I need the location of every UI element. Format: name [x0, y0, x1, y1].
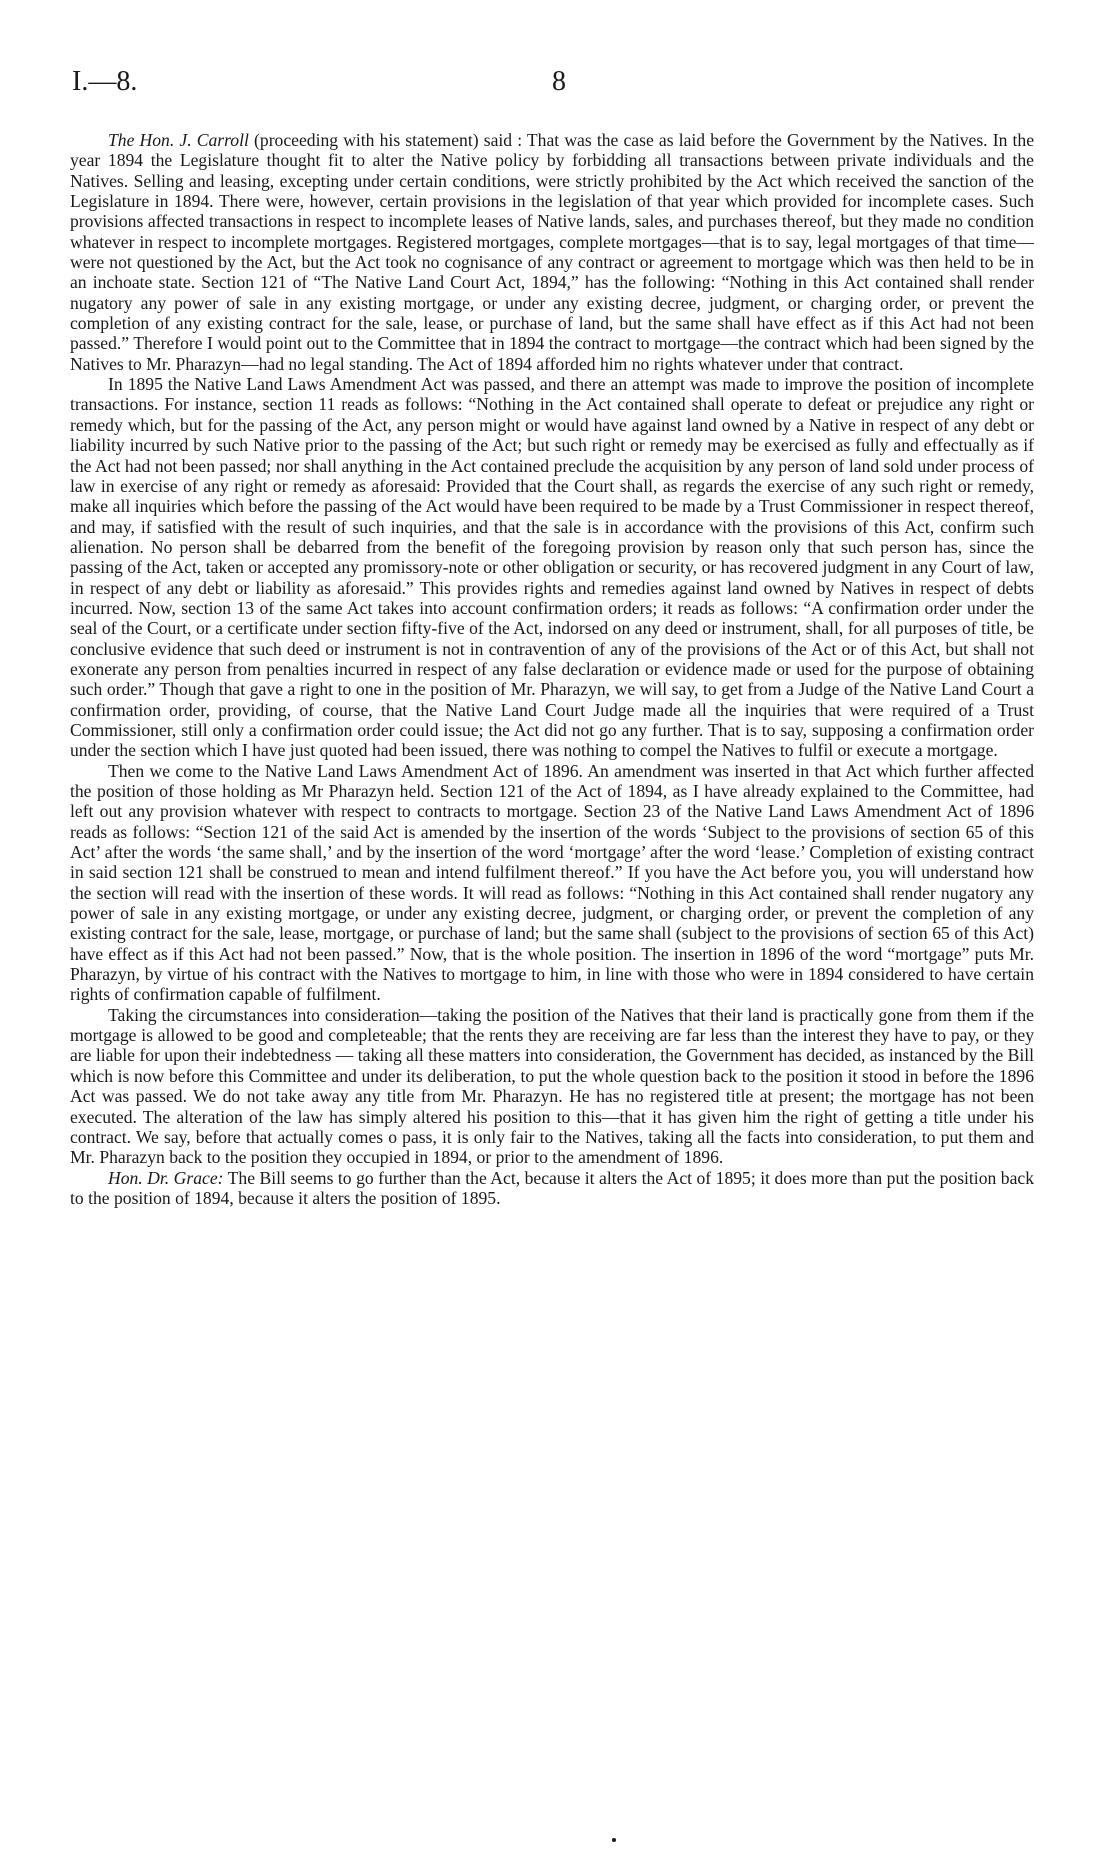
speaker-name: The Hon. J. Carroll: [108, 130, 249, 150]
paragraph: [70, 761, 1034, 1005]
body-text: [70, 130, 1034, 1208]
paragraph: [70, 1168, 1034, 1209]
ink-dot: [612, 1838, 616, 1842]
paragraph: [70, 130, 1034, 374]
document-reference: I.—8.: [72, 66, 138, 97]
page-number: 8: [552, 66, 566, 97]
paragraph-text: The Bill seems to go further than the Act, because it alters the Act of 1895; it does more than put the position back to the position of 1894, because it alters the position of 1895.: [70, 1167, 1034, 1208]
paragraph-text: In 1895 the Native Land Laws Amendment Act was passed, and there an attempt was made to improve the position of incomplete transactions. For instance, section 11 reads as follows: “Nothing in the Act contained shall operate to defeat or prejudice any right or remedy which, but for the passing of the Act, any person might or would have against land owned by a Native in respect of any debt or liability incurred by such Native prior to the passing of the Act; but such right or remedy may be exercised as fully and effectually as if the Act had not been passed; nor shall anything in the Act contained preclude the acquisition by any person of land sold under process of law in exercise of any right or remedy as aforesaid: Provided that the Court shall, as regards the exercise of any such right or remedy, make all inquiries which before the passing of the Act would have been required to be made by a Trust Commissioner in respect thereof, and may, if satisfied with the result of such inquiries, and that the sale is in accordance with the provisions of this Act, confirm such alienation. No person shall be debarred from the benefit of the foregoing provision by reason only that such person has, since the passing of the Act, taken or accepted any promissory-note or other obligation or security, or has recovered judgment in any Court of law, in respect of any debt or liability as aforesaid.” This provides rights and remedies against land owned by Natives in respect of debts incurred. Now, section 13 of the same Act takes into account confirmation orders; it reads as follows: “A confirmation order under the seal of the Court, or a certificate under section fifty-five of the Act, indorsed on any deed or instrument, shall, for all purposes of title, be conclusive evidence that such deed or instrument is not in contravention of any of the provisions of the Act or of this Act, but shall not exonerate any person from penalties incurred in respect of any false declaration or evidence made or used for the purpose of obtaining such order.” Though that gave a right to one in the position of Mr. Pharazyn, we will say, to get from a Judge of the Native Land Court a confirmation order, providing, of course, that the Native Land Court Judge made all the inquiries that were required of a Trust Commissioner, still only a confirmation order could issue; the Act did not go any further. That is to say, supposing a confirmation order under the section which I have just quoted had been issued, there was nothing to compel the Natives to fulfil or execute a mortgage.: [70, 374, 1034, 761]
page-header: [72, 66, 1032, 106]
paragraph-text: Then we come to the Native Land Laws Amendment Act of 1896. An amendment was inserted in that Act which further affected the position of those holding as Mr Pharazyn held. Section 121 of the Act of 1894, as I have already explained to the Committee, had left out any provision whatever with respect to contracts to mortgage. Section 23 of the Native Land Laws Amendment Act of 1896 reads as follows: “Section 121 of the said Act is amended by the insertion of the words ‘Subject to the provisions of section 65 of this Act’ after the words ‘the same shall,’ and by the insertion of the word ‘mortgage’ after the word ‘lease.’ Completion of existing contract in said section 121 shall be construed to mean and intend fulfilment thereof.” If you have the Act before you, you will understand how the section will read with the insertion of these words. It will read as follows: “Nothing in this Act contained shall render nugatory any power of sale in any existing mortgage, or under any existing decree, judgment, or charging order, or prevent the completion of any existing contract for the sale, lease, mortgage, or purchase of land; but the same shall (subject to the provisions of section 65 of this Act) have effect as if this Act had not been passed.” Now, that is the whole position. The insertion in 1896 of the word “mortgage” puts Mr. Pharazyn, by virtue of his contract with the Natives to mortgage to him, in line with those who were in 1894 considered to have certain rights of confirmation capable of fulfilment.: [70, 760, 1034, 1005]
paragraph-text: Taking the circumstances into consideration—taking the position of the Natives that their land is practically gone from them if the mortgage is allowed to be good and completeable; that the rents they are receiving are far less than the interest they have to pay, or they are liable for upon their indebtedness — taking all these matters into consideration, the Government has decided, as instanced by the Bill which is now before this Committee and under its deliberation, to put the whole question back to the position it stood in before the 1896 Act was passed. We do not take away any title from Mr. Pharazyn. He has no registered title at present; the mortgage has not been executed. The alteration of the law has simply altered his position to this—that it has given him the right of getting a title under his contract. We say, before that actually comes o pass, it is only fair to the Natives, taking all the facts into consideration, to put them and Mr. Pharazyn back to the position they occupied in 1894, or prior to the amendment of 1896.: [70, 1004, 1034, 1168]
paragraph-text: (proceeding with his statement) said : That was the case as laid before the Government by the Natives. In the year 1894 the Legislature thought fit to alter the Native policy by forbidding all transactions between private individuals and the Natives. Selling and leasing, excepting under certain conditions, were strictly prohibited by the Act which received the sanction of the Legislature in 1894. There were, however, certain provisions in the legislation of that year which provided for incomplete cases. Such provisions affected transactions in respect to incomplete leases of Native lands, sales, and purchases thereof, but they made no condition whatever in respect to incomplete mortgages. Registered mortgages, complete mortgages—that is to say, legal mortgages of that time—were not questioned by the Act, but the Act took no cognisance of any contract or agreement to mortgage which was then held to be in an inchoate state. Section 121 of “The Native Land Court Act, 1894,” has the following: “Nothing in this Act contained shall render nugatory any power of sale in any existing mortgage, or under any existing decree, judgment, or charging order, or prevent the completion of any existing contract for the sale, lease, or purchase of land, but the same shall have effect as if this Act had not been passed.” Therefore I would point out to the Committee that in 1894 the contract to mortgage—the contract which had been signed by the Natives to Mr. Pharazyn—had no legal standing. The Act of 1894 afforded him no rights whatever under that contract.: [70, 130, 1035, 374]
paragraph: [70, 374, 1034, 761]
speaker-name: Hon. Dr. Grace:: [108, 1167, 224, 1188]
paragraph: [70, 1005, 1034, 1168]
